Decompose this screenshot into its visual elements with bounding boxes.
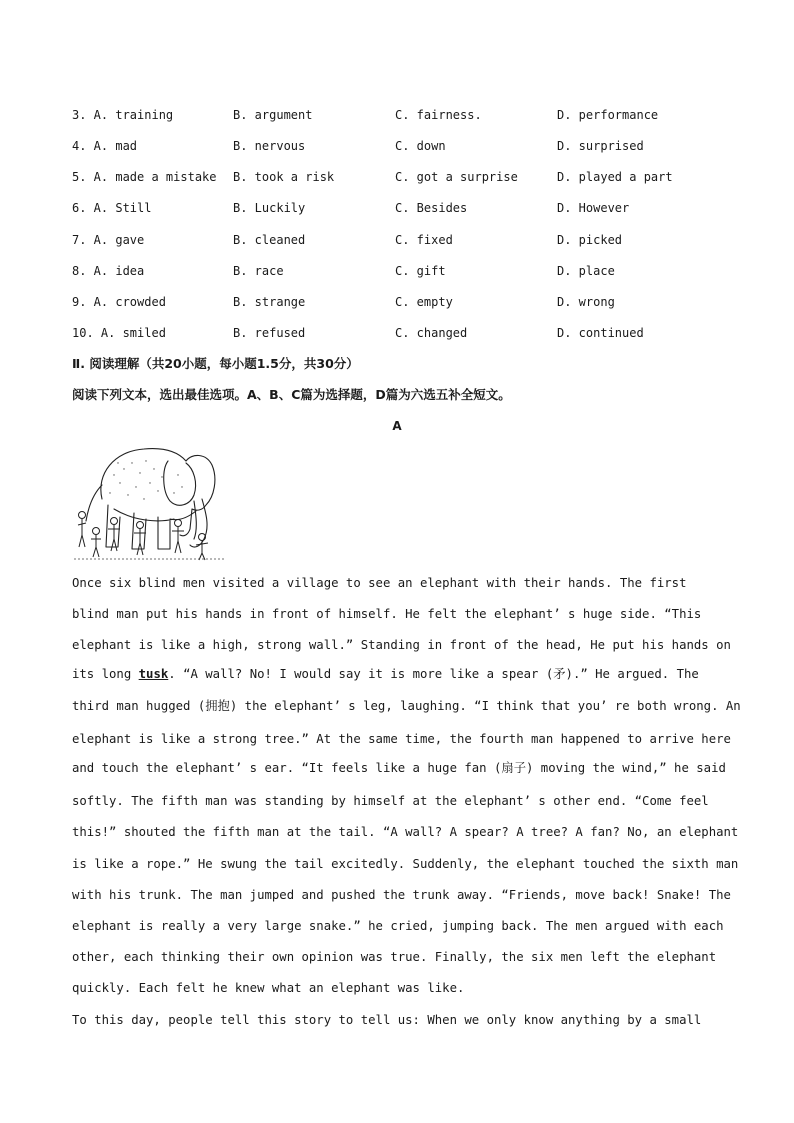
option-a: 5. A. made a mistake [72,170,217,184]
passage-line: with his trunk. The man jumped and pushed the trunk away. “Friends, move back! Snake! The [72,888,731,902]
passage-line [72,664,699,684]
passage-text: . “A wall? No! I would say it is more like a spear (矛).” He argued. The [168,667,699,681]
option-d: D. wrong [557,295,615,309]
option-b: B. argument [233,108,313,122]
option-b: B. refused [233,326,306,340]
passage-line: this!” shouted the fifth man at the tail. “A wall? A spear? A tree? A fan? No, an elephant [72,825,739,839]
option-row [72,105,732,125]
option-a: 9. A. crowded [72,295,166,309]
option-row [72,198,732,218]
option-b: B. nervous [233,139,306,153]
option-a: 10. A. smiled [72,326,166,340]
passage-line: elephant is like a high, strong wall.” Standing in front of the head, He put his hands on [72,638,731,652]
option-d: D. However [557,201,630,215]
option-b: B. strange [233,295,306,309]
option-c: C. got a surprise [395,170,518,184]
option-d: D. played a part [557,170,673,184]
passage-line: To this day, people tell this story to tell us: When we only know anything by a small [72,1013,702,1027]
option-a: 7. A. gave [72,233,145,247]
option-a: 6. A. Still [72,201,152,215]
passage-line: quickly. Each felt he knew what an elephant was like. [72,981,465,995]
passage-line: softly. The fifth man was standing by himself at the elephant’ s other end. “Come feel [72,794,709,808]
option-c: C. changed [395,326,468,340]
option-c: C. Besides [395,201,468,215]
elephant-illustration [74,439,224,561]
option-d: D. picked [557,233,623,247]
option-c: C. gift [395,264,446,278]
option-d: D. performance [557,108,659,122]
option-b: B. cleaned [233,233,306,247]
option-row [72,167,732,187]
passage-line: elephant is really a very large snake.” he cried, jumping back. The men argued with each [72,919,724,933]
passage-label: A [392,419,402,433]
option-b: B. took a risk [233,170,335,184]
section-title: Ⅱ. 阅读理解（共20小题，每小题1.5分，共30分） [72,356,359,371]
option-row [72,261,732,281]
option-c: C. empty [395,295,453,309]
option-d: D. surprised [557,139,644,153]
highlighted-word: tusk [138,667,169,681]
passage-line: and touch the elephant’ s ear. “It feels like a huge fan (扇子) moving the wind,” he said [72,761,726,775]
passage-line: Once six blind men visited a village to see an elephant with their hands. The first [72,576,687,590]
passage-line: is like a rope.” He swung the tail excitedly. Suddenly, the elephant touched the sixth man [72,857,739,871]
option-d: D. continued [557,326,644,340]
option-c: C. fairness. [395,108,482,122]
option-row [72,136,732,156]
option-c: C. fixed [395,233,453,247]
option-a: 4. A. mad [72,139,138,153]
section-instruction: 阅读下列文本，选出最佳选项。A、B、C篇为选择题，D篇为六选五补全短文。 [72,387,511,402]
option-a: 8. A. idea [72,264,145,278]
option-d: D. place [557,264,615,278]
passage-line: third man hugged (拥抱) the elephant’ s leg, laughing. “I think that you’ re both wrong. An [72,699,741,713]
option-row [72,292,732,312]
passage-line: blind man put his hands in front of himself. He felt the elephant’ s huge side. “This [72,607,702,621]
option-row [72,230,732,250]
passage-line: elephant is like a strong tree.” At the same time, the fourth man happened to arrive here [72,732,731,746]
option-b: B. Luckily [233,201,306,215]
option-c: C. down [395,139,446,153]
passage-line: other, each thinking their own opinion was true. Finally, the six men left the elephant [72,950,717,964]
option-b: B. race [233,264,284,278]
passage-text: its long [72,667,139,681]
option-row [72,323,732,343]
option-a: 3. A. training [72,108,174,122]
